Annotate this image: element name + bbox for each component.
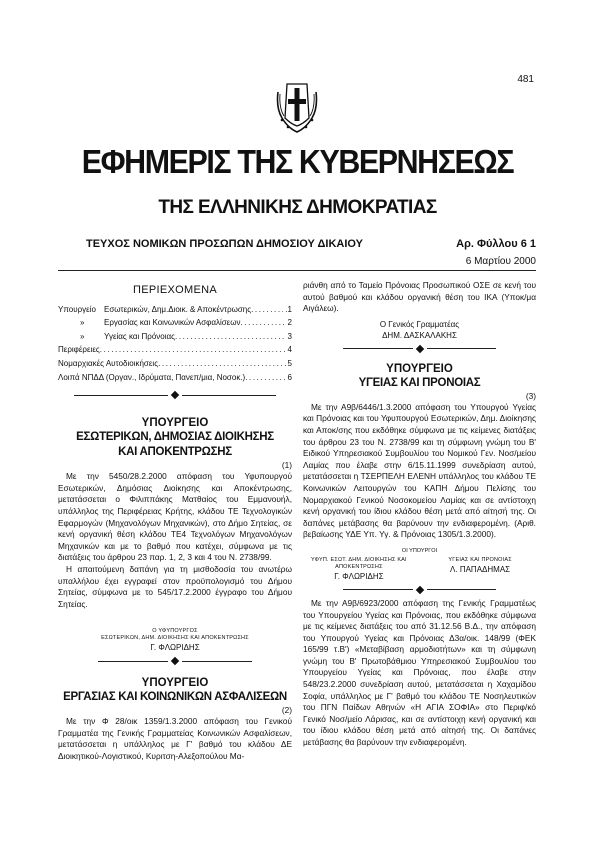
gazette-subtitle: ΤΗΣ ΕΛΛΗΝΙΚΗΣ ΔΗΜΟΚΡΑΤΙΑΣ	[158, 197, 437, 218]
toc-heading: ΠΕΡΙΕΧΟΜΕΝΑ	[133, 284, 217, 296]
greek-coat-of-arms-icon	[274, 78, 320, 134]
issue-number: Αρ. Φύλλου 6 1	[456, 238, 536, 250]
signature-block: Ο ΥΦΥΠΟΥΡΓΟΣ ΕΣΩΤΕΡΙΚΩΝ, ΔΗΜ. ΔΙΟΙΚΗΣΗΣ ΚΑΙ ΑΠΟΚΕΝΤΡΩΣΗΣ Γ. ΦΛΩΡΙΔΗΣ	[101, 628, 249, 653]
decision-text: Με την 5450/28.2.2000 απόφαση του Υφυπουργού Εσωτερικών, Δημόσιας Διοίκησης και Αποκέντρωσης, μετατάσσεται ο Φιλιππάκης Ματθαίος του Εμμανουήλ, υπάλληλος της Περιφέρειας Κρήτης, κλάδου ΤΕ Τεχνολογικών Εφαρμογών (Μηχανολόγων Μηχανικών), στο Δήμο Σητείας, σε κενή οργανική θέση κλάδου ΤΕ4 Τεχνολόγων Μηχανολόγων Μηχανικών και με το βαθμό που κατέχει, σύμφωνα με τις διατάξεις του άρθρου 23 παρ. 1, 2, 3 και 4 του Ν. 2738/99.	[58, 471, 292, 563]
gazette-title: ΕΦΗΜΕΡΙΣ ΤΗΣ ΚΥΒΕΡΝΗΣΕΩΣ	[81, 143, 514, 180]
toc-item[interactable]: Νομαρχιακές Αυτοδιοικήσεις ..... 5	[58, 357, 292, 371]
diamond-icon	[171, 657, 179, 665]
section-divider	[58, 658, 292, 664]
section-divider	[303, 587, 536, 593]
diamond-icon	[415, 345, 423, 353]
section-divider	[303, 346, 536, 352]
toc-item[interactable]: Υπουργείο Εσωτερικών, Δημ.Διοικ. & Αποκέντρωσης ..... .1	[58, 303, 292, 317]
joint-signature-block: ΥΦΥΠ. ΕΣΩΤ. ΔΗΜ. ΔΙΟΙΚΗΣΗΣ ΚΑΙ ΑΠΟΚΕΝΤΡΩΣΗΣ Γ. ΦΛΩΡΙΔΗΣ ΥΓΕΙΑΣ ΚΑΙ ΠΡΟΝΟΙΑΣ Λ. ΠΑΠΑΔΗΜΑΣ	[311, 556, 512, 581]
toc-item[interactable]: » Εργασίας και Κοινωνικών Ασφαλίσεων ..... 2	[58, 316, 292, 330]
paragraph-number: (1)	[281, 460, 292, 471]
toc-item[interactable]: » Υγείας και Πρόνοιας ..... 3	[58, 330, 292, 344]
paragraph-number: (2)	[281, 705, 292, 716]
joint-signature-heading: ΟΙ ΥΠΟΥΡΓΟΙ	[401, 547, 438, 554]
section-divider	[58, 392, 292, 398]
toc-item[interactable]: Περιφέρειες ..... 4	[58, 343, 292, 357]
decision-text: Με την Α9β/6446/1.3.2000 απόφαση του Υπουργού Υγείας και Πρόνοιας και του Υφυπουργού Εσωτερικών, Δημ. Διοίκησης και Αποκ/σης που εκδόθηκε σύμφωνα με τις κείμενες διατάξεις του άρθρου 23 του Ν. 2738/99 και τη σύμφωνη γνώμη του Β' Ειδικού Υπηρεσιακού Συμβουλίου του Νομικού Γεν. Νοσ/μείου Λαμίας που έλαβε στην 6/15.11.1999 συνεδρίαση αυτού, μετατάσσεται η ΤΣΕΡΠΕΛΗ ΕΛΕΝΗ υπάλληλος του κλάδου ΤΕ Κοινωνικών Λειτουργών του ΚΑΠΗ Δήμου Πελίσης του Νομαρχιακού Γενικού Νοσοκομείου Λαμίας και σε αντίστοιχη κενή οργανική του ίδιου κλάδου θέση μετά από αίτησή της. Οι δαπάνες μετάβασης θα βαρύνουν την ενδιαφερομένη. (Αριθ. βεβαίωσης ΥΔΕ Υπ. Υγ. & Πρόνοιας 1305/1.3.2000).	[303, 401, 536, 540]
decision-text: Η απαιτούμενη δαπάνη για τη μισθοδοσία του ανωτέρω υπαλλήλου έχει εγγραφεί στον προϋπολογισμό του Δήμου Σητείας, σύμφωνα με το 545/17.2.2000 έγγραφο του Δήμου Σητείας.	[58, 563, 292, 609]
page-number: 481	[517, 74, 534, 85]
decision-text: Με την Φ 28/οικ 1359/1.3.2000 απόφαση του Γενικού Γραμματέα της Γενικής Γραμματείας Κοινωνικών Ασφαλίσεων, μετατάσσεται η υπάλληλος με Γ' βαθμό του κλάδου ΔΕ Διοικητικού-Λογιστικού, Κυριτση-Αλεξοπούλου Μα-	[58, 716, 292, 762]
decision-text: Με την Α9β/6923/2000 απόφαση της Γενικής Γραμματέως του Υπουργείου Υγείας και Πρόνοιας, που εκδόθηκε σύμφωνα με τις κείμενες διατάξεις του από 31.12.56 Β.Δ., την απόφαση του Υπουργού Υγείας και Πρόνοιας Δ3α/οικ. 148/99 (ΦΕΚ 165/99 τ.Β') «Μεταβίβαση αρμοδιοτήτων» και τη σύμφωνη γνώμη του Β' Πρωτοβάθμιου Υπηρεσιακού Συμβουλίου του Υπουργείου Υγείας και Πρόνοιας, που έλαβε στην 548/23.2.2000 συνεδρίαση αυτού, μετατάσσεται η Χαχαμίδου Σοφία, υπάλληλος με Γ' βαθμό του κλάδου ΤΕ Νοσηλευτικών του ΠΓΝ Παίδων Αθηνών «Η ΑΓΙΑ ΣΟΦΙΑ» στο Περιφ/κό Γενικό Νοσ/μείο Λάρισας, και σε αντίστοιχη κενή οργανική και του ίδιου κλάδου θέση μετά από αίτησή της. Οι δαπάνες μετάβασης θα βαρύνουν την ενδιαφερομένη.	[303, 597, 536, 748]
issue-line	[86, 238, 536, 250]
diamond-icon	[171, 391, 179, 399]
decision-text: ριάνθη από το Ταμείο Πρόνοιας Προσωπικού ΟΣΕ σε κενή του αυτού βαθμού και κλάδου οργανική θέση του ΙΚΑ (Υποκ/μα Αιγάλεω).	[303, 280, 536, 314]
header-rule	[58, 270, 536, 271]
left-column	[58, 285, 292, 763]
toc-item[interactable]: Λοιπά ΝΠΔΔ (Οργαν., Ιδρύματα, Πανεπ/μια, Νοσοκ.) ..... 6	[58, 371, 292, 385]
right-column	[303, 280, 536, 749]
section-heading: ΥΠΟΥΡΓΕΙΟ ΕΣΩΤΕΡΙΚΩΝ, ΔΗΜΟΣΙΑΣ ΔΙΟΙΚΗΣΗΣ ΚΑΙ ΑΠΟΚΕΝΤΡΩΣΗΣ	[76, 417, 274, 459]
issue-series: ΤΕΥΧΟΣ ΝΟΜΙΚΩΝ ΠΡΟΣΩΠΩΝ ΔΗΜΟΣΙΟΥ ΔΙΚΑΙΟΥ	[86, 238, 363, 250]
toc-list	[58, 303, 292, 385]
paragraph-number: (3)	[525, 390, 536, 401]
issue-date: 6 Μαρτίου 2000	[465, 256, 536, 267]
diamond-icon	[415, 586, 423, 594]
section-heading: ΥΠΟΥΡΓΕΙΟ ΥΓΕΙΑΣ ΚΑΙ ΠΡΟΝΟΙΑΣ	[358, 362, 481, 389]
signature-block: Ο Γενικός Γραμματέας ΔΗΜ. ΔΑΣΚΑΛΑΚΗΣ	[379, 319, 460, 340]
section-heading: ΥΠΟΥΡΓΕΙΟ ΕΡΓΑΣΙΑΣ ΚΑΙ ΚΟΙΝΩΝΙΚΩΝ ΑΣΦΑΛΙΣΕΩΝ	[63, 677, 287, 704]
